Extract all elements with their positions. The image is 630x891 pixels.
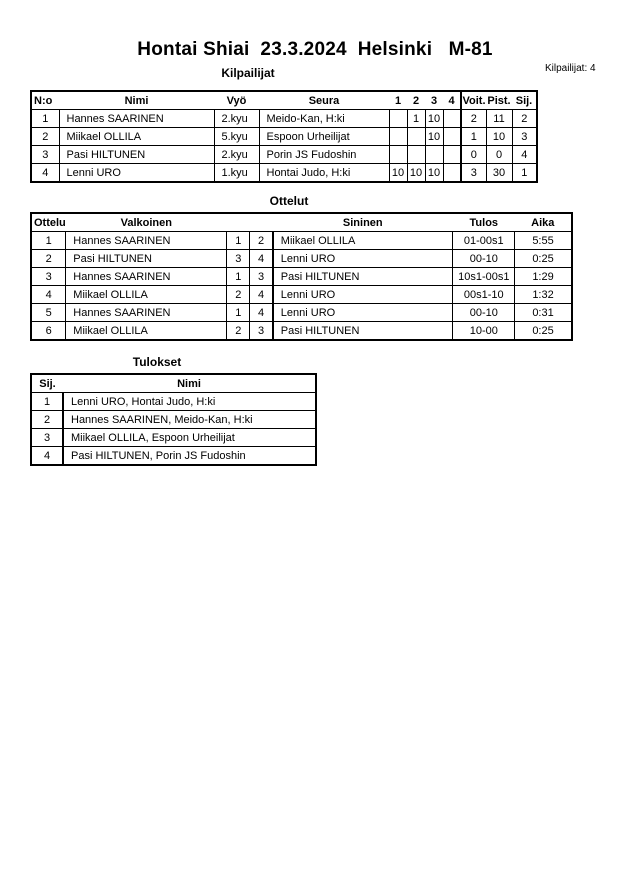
cell-nimi: Pasi HILTUNEN	[59, 146, 214, 164]
table-row	[31, 322, 572, 341]
cell-no: 1	[31, 110, 59, 128]
cell-match-no: 2	[31, 250, 66, 268]
cell-seura: Hontai Judo, H:ki	[259, 164, 389, 183]
col-header-pist: Pist.	[486, 91, 512, 110]
cell-vyo: 1.kyu	[214, 164, 259, 183]
cell-voit: 1	[461, 128, 486, 146]
cell-sininen: Lenni URO	[273, 286, 453, 304]
cell-round4	[443, 110, 461, 128]
kilpailijat-table	[30, 90, 538, 183]
cell-tulos: 00-10	[453, 304, 515, 322]
cell-match-no: 4	[31, 286, 66, 304]
cell-aika: 0:25	[515, 250, 572, 268]
cell-round1	[389, 146, 407, 164]
cell-tulos: 01-00s1	[453, 232, 515, 250]
cell-round4	[443, 146, 461, 164]
cell-nimi: Hannes SAARINEN	[59, 110, 214, 128]
col-header-aika: Aika	[515, 213, 572, 232]
cell-pist: 0	[486, 146, 512, 164]
col-header-voit: Voit.	[461, 91, 486, 110]
cell-round3: 10	[425, 128, 443, 146]
cell-blue-no: 4	[250, 286, 273, 304]
cell-nimi: Lenni URO	[59, 164, 214, 183]
cell-no: 4	[31, 164, 59, 183]
cell-nimi: Lenni URO, Hontai Judo, H:ki	[63, 393, 316, 411]
cell-seura: Meido-Kan, H:ki	[259, 110, 389, 128]
competitor-count-label: Kilpailijat: 4	[545, 63, 596, 74]
col-header-sij: Sij.	[31, 374, 63, 393]
cell-voit: 2	[461, 110, 486, 128]
cell-aika: 0:31	[515, 304, 572, 322]
table-row	[31, 250, 572, 268]
cell-aika: 0:25	[515, 322, 572, 341]
cell-white-no: 2	[227, 322, 250, 341]
col-header-white-no	[227, 213, 250, 232]
cell-round1	[389, 110, 407, 128]
col-header-nimi: Nimi	[59, 91, 214, 110]
table-row	[31, 232, 572, 250]
cell-round2: 10	[407, 164, 425, 183]
cell-white-no: 1	[227, 304, 250, 322]
cell-sininen: Lenni URO	[273, 250, 453, 268]
table-row	[31, 286, 572, 304]
col-header-vyo: Vyö	[214, 91, 259, 110]
cell-white-no: 2	[227, 286, 250, 304]
cell-nimi: Pasi HILTUNEN, Porin JS Fudoshin	[63, 447, 316, 466]
cell-round2: 1	[407, 110, 425, 128]
cell-blue-no: 4	[250, 250, 273, 268]
table-row	[31, 110, 537, 128]
cell-sininen: Pasi HILTUNEN	[273, 322, 453, 341]
cell-round2	[407, 146, 425, 164]
table-row	[31, 268, 572, 286]
col-header-blue-no	[250, 213, 273, 232]
col-header-no: N:o	[31, 91, 59, 110]
cell-round4	[443, 164, 461, 183]
cell-sininen: Pasi HILTUNEN	[273, 268, 453, 286]
cell-round3: 10	[425, 110, 443, 128]
cell-valkoinen: Pasi HILTUNEN	[66, 250, 227, 268]
cell-sininen: Lenni URO	[273, 304, 453, 322]
cell-nimi: Miikael OLLILA	[59, 128, 214, 146]
page-title: Hontai Shiai 23.3.2024 Helsinki M-81	[137, 39, 493, 60]
cell-sij: 1	[512, 164, 537, 183]
ottelut-table	[30, 212, 573, 341]
cell-round1	[389, 128, 407, 146]
cell-blue-no: 3	[250, 322, 273, 341]
cell-sij: 2	[31, 411, 63, 429]
table-row	[31, 128, 537, 146]
cell-pist: 30	[486, 164, 512, 183]
cell-valkoinen: Hannes SAARINEN	[66, 268, 227, 286]
col-header-round4: 4	[443, 91, 461, 110]
cell-match-no: 6	[31, 322, 66, 341]
tulokset-caption: Tulokset	[132, 355, 182, 369]
kilpailijat-caption: Kilpailijat	[221, 66, 275, 80]
col-header-ottelu: Ottelu	[31, 213, 66, 232]
col-header-round1: 1	[389, 91, 407, 110]
tulokset-header-row	[31, 374, 316, 393]
cell-match-no: 1	[31, 232, 66, 250]
cell-sij: 3	[512, 128, 537, 146]
cell-nimi: Hannes SAARINEN, Meido-Kan, H:ki	[63, 411, 316, 429]
col-header-round2: 2	[407, 91, 425, 110]
cell-blue-no: 2	[250, 232, 273, 250]
cell-sij: 2	[512, 110, 537, 128]
cell-seura: Porin JS Fudoshin	[259, 146, 389, 164]
cell-tulos: 00-10	[453, 250, 515, 268]
col-header-valkoinen: Valkoinen	[66, 213, 227, 232]
table-row	[31, 429, 316, 447]
cell-sininen: Miikael OLLILA	[273, 232, 453, 250]
cell-sij: 4	[512, 146, 537, 164]
tulokset-table	[30, 373, 317, 466]
cell-round2	[407, 128, 425, 146]
cell-aika: 5:55	[515, 232, 572, 250]
cell-white-no: 3	[227, 250, 250, 268]
cell-valkoinen: Hannes SAARINEN	[66, 304, 227, 322]
cell-tulos: 00s1-10	[453, 286, 515, 304]
cell-round3: 10	[425, 164, 443, 183]
cell-no: 2	[31, 128, 59, 146]
cell-sij: 4	[31, 447, 63, 466]
cell-valkoinen: Miikael OLLILA	[66, 322, 227, 341]
cell-valkoinen: Miikael OLLILA	[66, 286, 227, 304]
cell-white-no: 1	[227, 232, 250, 250]
cell-seura: Espoon Urheilijat	[259, 128, 389, 146]
cell-pist: 10	[486, 128, 512, 146]
cell-match-no: 3	[31, 268, 66, 286]
cell-voit: 3	[461, 164, 486, 183]
cell-voit: 0	[461, 146, 486, 164]
col-header-sininen: Sininen	[273, 213, 453, 232]
cell-aika: 1:32	[515, 286, 572, 304]
cell-vyo: 5.kyu	[214, 128, 259, 146]
cell-blue-no: 4	[250, 304, 273, 322]
ottelut-caption: Ottelut	[269, 194, 309, 208]
col-header-seura: Seura	[259, 91, 389, 110]
ottelut-header-row	[31, 213, 572, 232]
cell-vyo: 2.kyu	[214, 110, 259, 128]
table-row	[31, 393, 316, 411]
cell-valkoinen: Hannes SAARINEN	[66, 232, 227, 250]
table-row	[31, 146, 537, 164]
cell-tulos: 10-00	[453, 322, 515, 341]
cell-white-no: 1	[227, 268, 250, 286]
col-header-tulos: Tulos	[453, 213, 515, 232]
kilpailijat-header-row	[31, 91, 537, 110]
col-header-sij: Sij.	[512, 91, 537, 110]
table-row	[31, 304, 572, 322]
table-row	[31, 164, 537, 183]
cell-round4	[443, 128, 461, 146]
table-row	[31, 447, 316, 466]
col-header-round3: 3	[425, 91, 443, 110]
cell-sij: 3	[31, 429, 63, 447]
cell-tulos: 10s1-00s1	[453, 268, 515, 286]
cell-nimi: Miikael OLLILA, Espoon Urheilijat	[63, 429, 316, 447]
cell-round1: 10	[389, 164, 407, 183]
cell-pist: 11	[486, 110, 512, 128]
cell-round3	[425, 146, 443, 164]
cell-blue-no: 3	[250, 268, 273, 286]
table-row	[31, 411, 316, 429]
col-header-nimi: Nimi	[63, 374, 316, 393]
cell-no: 3	[31, 146, 59, 164]
cell-sij: 1	[31, 393, 63, 411]
cell-vyo: 2.kyu	[214, 146, 259, 164]
cell-aika: 1:29	[515, 268, 572, 286]
cell-match-no: 5	[31, 304, 66, 322]
